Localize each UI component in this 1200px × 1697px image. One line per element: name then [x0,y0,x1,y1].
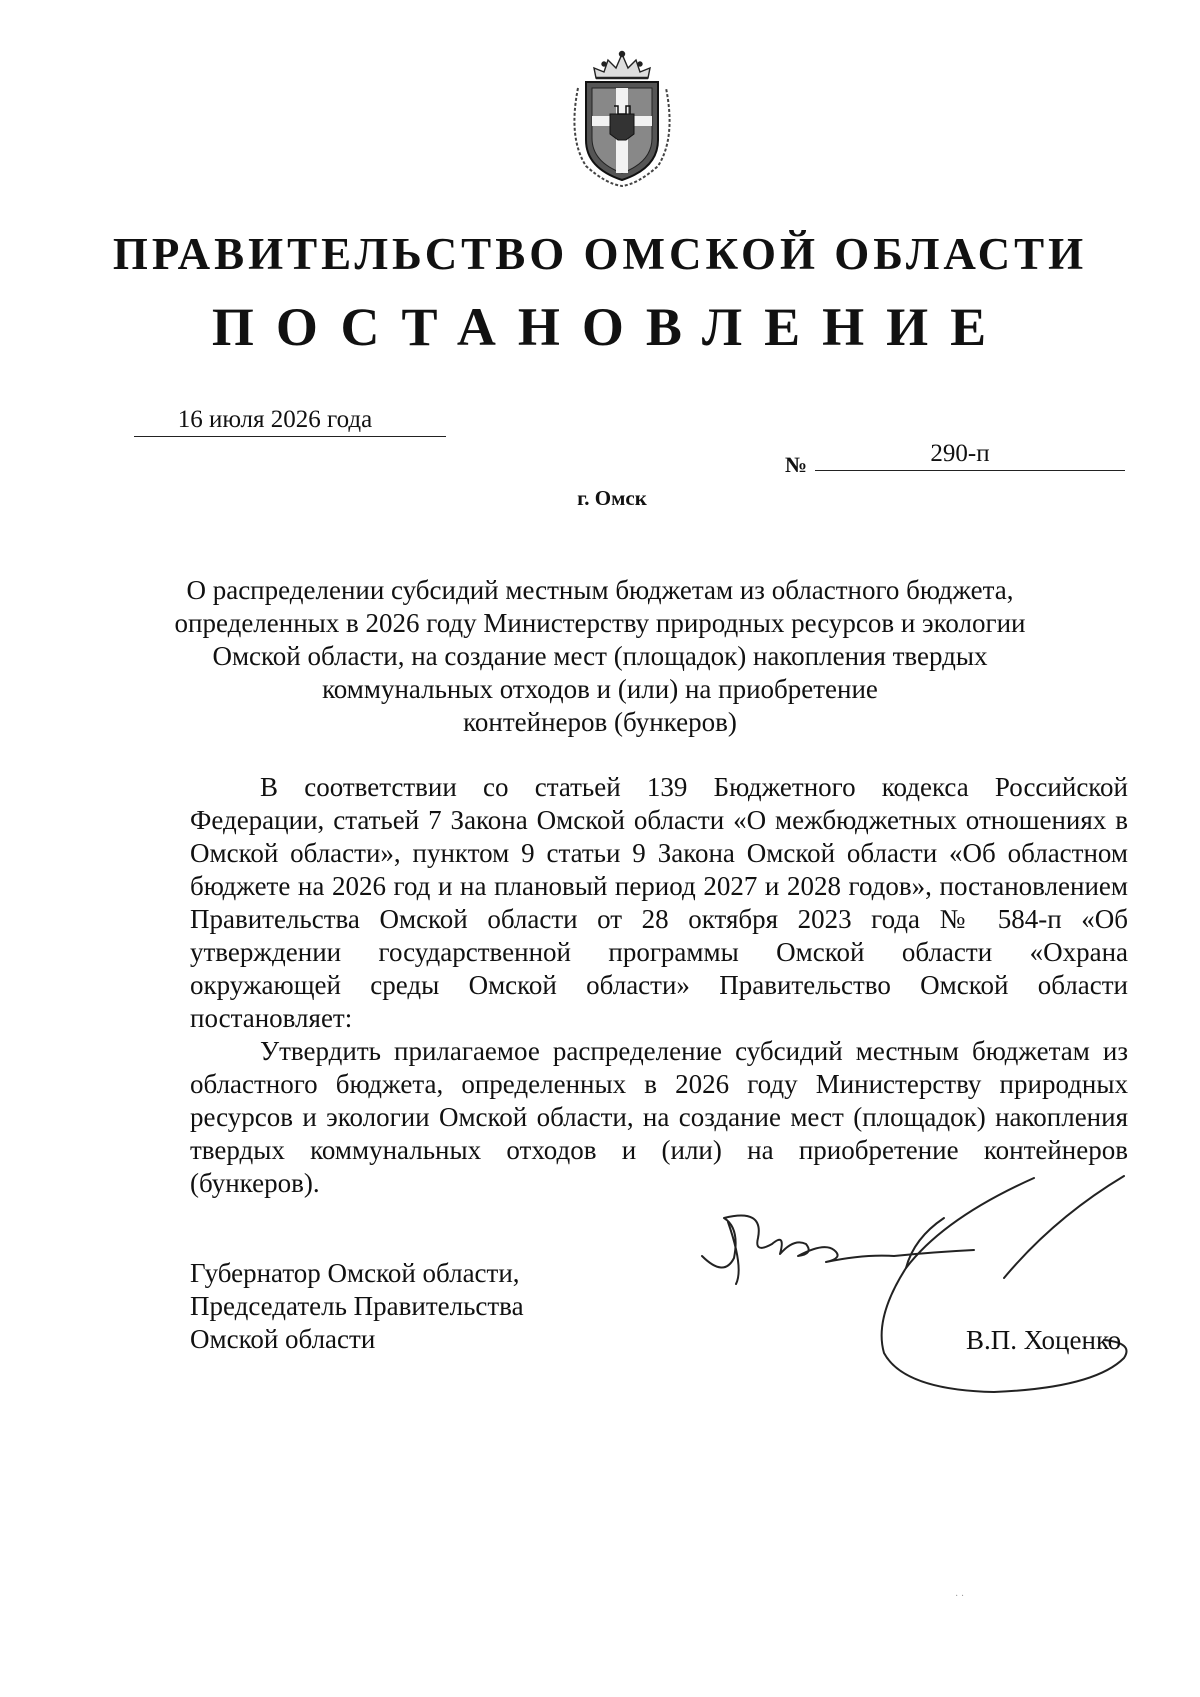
scan-speck: · · [955,1591,965,1602]
date-underline [134,436,446,437]
signatory-name: В.П. Хоценко [966,1325,1122,1355]
body-paragraph: В соответствии со статьей 139 Бюджетного кодекса Российской Федерации, статьей 7 Закона Омской области «О межбюджетных отношениях в Омской области», пунктом 9 статьи 9 Закона Омской области «Об областном бюджете на 2026 год и на плановый период 2027 и 2028 годов», постановлением Правительства Омской области от 28 октября 2023 года № 584-п «Об утверждении государственной программы Омской области «Охрана окружающей среды Омской области» Правительство Омской области постановляет: [190,772,1128,1033]
subject-line: определенных в 2026 году Министерству природных ресурсов и экологии [174,608,1026,638]
number-underline [815,470,1125,471]
signatory-role-line: Председатель Правительства [190,1291,524,1321]
document-date: 16 июля 2026 года [177,406,373,433]
subject-line: коммунальных отходов и (или) на приобретение [322,674,878,704]
subject-line: Омской области, на создание мест (площадок) накопления твердых [212,641,988,671]
number-sign: № [785,452,808,477]
government-title: ПРАВИТЕЛЬСТВО ОМСКОЙ ОБЛАСТИ [112,229,1088,279]
city: г. Омск [577,486,647,510]
handwritten-signature [694,1158,1144,1398]
signatory-role-line: Губернатор Омской области, [190,1258,520,1288]
body-paragraph: Утвердить прилагаемое распределение субсидий местным бюджетам из областного бюджета, определенных в 2026 году Министерству природных ресурсов и экологии Омской области, на создание мест (площадок) накопления твердых коммунальных отходов и (или) на приобретение контейнеров (бункеров). [190,1036,1128,1198]
subject-line: О распределении субсидий местным бюджетам из областного бюджета, [186,575,1014,605]
coat-of-arms-icon [566,48,678,188]
document-type-title: ПОСТАНОВЛЕНИЕ [211,297,1009,357]
document-subject [160,574,1040,739]
subject-line: контейнеров (бункеров) [463,707,737,737]
signatory-role-line: Омской области [190,1324,376,1354]
document-body [190,771,1128,1200]
document-number: 290-п [930,440,990,467]
signatory-role [190,1257,524,1356]
